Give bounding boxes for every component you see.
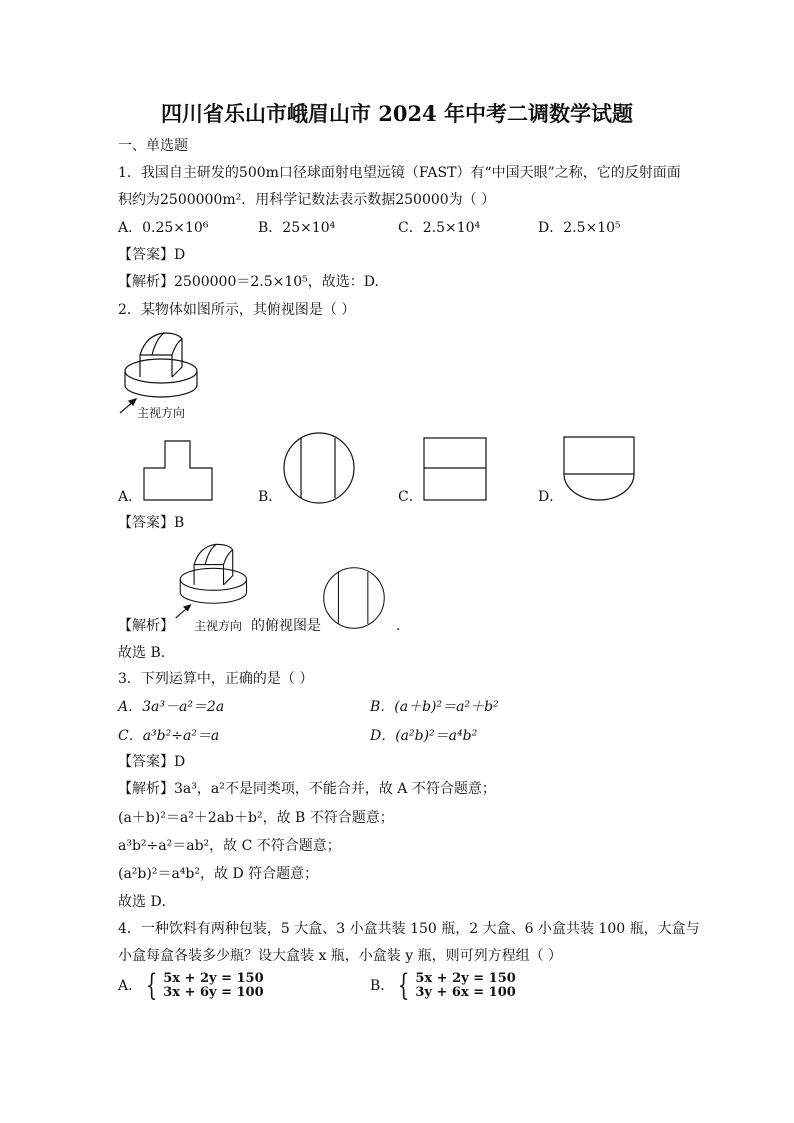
- q3-option-a: A．3a³－a²＝2a: [118, 699, 225, 715]
- option-a-shape-figure: [143, 440, 213, 502]
- brace-icon: {: [398, 968, 410, 1003]
- q4-option-a: [118, 968, 264, 1003]
- q2-answer: 【答案】B: [118, 515, 185, 531]
- q3-option-b: B．(a＋b)²＝a²＋b²: [370, 699, 499, 715]
- q3-analysis-1: 【解析】3a³，a²不是同类项，不能合并，故 A 不符合题意；: [118, 781, 496, 797]
- q3-answer: 【答案】D: [118, 754, 186, 770]
- q1-option-c: C．2.5×10⁴: [398, 220, 481, 236]
- q2-analysis-mid: 的俯视图是: [251, 618, 321, 634]
- q4-option-a-label: A．: [118, 978, 143, 994]
- q3-analysis-3: a³b²÷a²＝ab²，故 C 不符合题意；: [118, 838, 341, 854]
- q3-option-c: C．a³b²÷a²＝a: [118, 728, 220, 744]
- q1-option-b: B．25×10⁴: [258, 220, 336, 236]
- analysis-view-direction-label: 主视方向: [194, 619, 243, 633]
- q2-option-d: D．: [538, 489, 564, 505]
- q4-option-b-eq2: 3y + 6x = 100: [415, 985, 516, 1000]
- q1-option-a: A．0.25×10⁶: [118, 220, 209, 236]
- brace-icon: {: [145, 968, 158, 1003]
- page-title: 四川省乐山市峨眉山市 2024 年中考二调数学试题: [160, 101, 634, 126]
- q2-analysis-prefix: 【解析】: [118, 618, 174, 634]
- q4-stem-line1: 4．一种饮料有两种包装，5 大盒、3 小盒共装 150 瓶，2 大盒、6 小盒共装 100 瓶，大盒与: [118, 921, 700, 937]
- q4-option-b-label: B．: [370, 978, 395, 994]
- q3-stem: 3．下列运算中，正确的是（ ）: [118, 671, 314, 687]
- q4-option-b-eq1: 5x + 2y = 150: [415, 971, 516, 986]
- q4-option-b: [370, 968, 516, 1003]
- q4-option-a-eq1: 5x + 2y = 150: [163, 971, 264, 986]
- q2-option-a: A．: [118, 489, 143, 505]
- q1-stem-line2: 积约为2500000m²．用科学记数法表示数据250000为（ ）: [118, 192, 496, 208]
- view-direction-label: 主视方向: [137, 406, 186, 420]
- option-c-square-figure: [423, 437, 487, 501]
- option-b-circle-figure: [282, 432, 356, 504]
- q2-stem: 2．某物体如图所示，其俯视图是（ ）: [118, 302, 356, 318]
- section-heading: 一、单选题: [118, 138, 188, 154]
- q3-analysis-4: (a²b)²＝a⁴b²，故 D 符合题意；: [118, 866, 319, 882]
- q3-option-d: D．(a²b)²＝a⁴b²: [370, 728, 478, 744]
- q4-stem-line2: 小盒每盒各装多少瓶？设大盒装 x 瓶，小盒装 y 瓶，则可列方程组（ ）: [118, 948, 563, 964]
- q1-option-d: D．2.5×10⁵: [538, 220, 621, 236]
- analysis-answer-circle-figure: [322, 564, 386, 632]
- q2-conclusion: 故选 B．: [118, 645, 175, 661]
- q2-option-b: B．: [258, 489, 283, 505]
- q4-option-a-eq2: 3x + 6y = 100: [163, 985, 264, 1000]
- q3-conclusion: 故选 D．: [118, 894, 176, 910]
- option-d-shape-figure: [563, 436, 635, 502]
- q2-option-c: C．: [398, 489, 423, 505]
- q1-analysis: 【解析】2500000＝2.5×10⁵，故选：D.: [118, 274, 379, 290]
- q3-analysis-2: (a＋b)²＝a²＋2ab＋b²，故 B 不符合题意；: [118, 810, 394, 826]
- q1-stem-line1: 1．我国自主研发的500m口径球面射电望远镜（FAST）有“中国天眼”之称，它的反射面面: [118, 165, 681, 181]
- q2-analysis-end: .: [396, 618, 401, 634]
- q1-answer: 【答案】D: [118, 247, 186, 263]
